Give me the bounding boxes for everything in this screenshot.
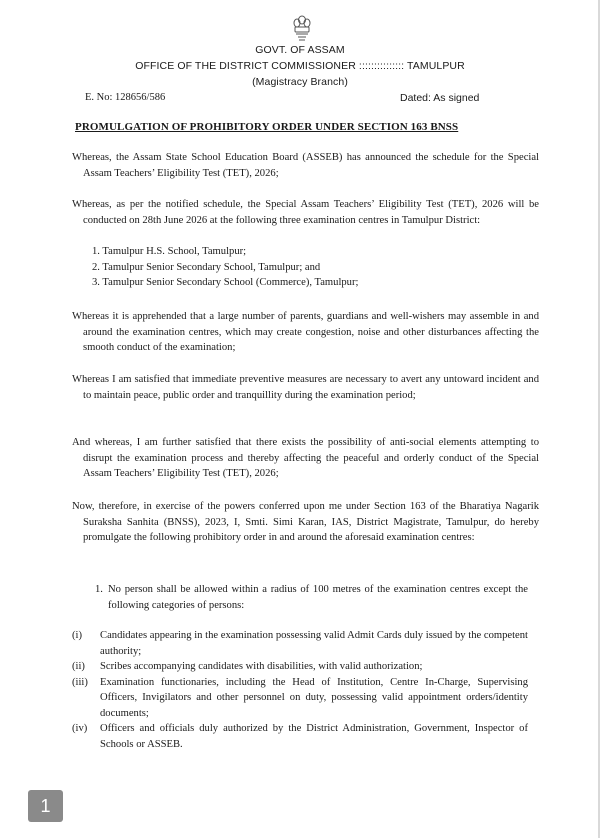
order-item-text: No person shall be allowed within a radius of 100 metres of the examination centres except the following categories of persons: <box>108 584 528 611</box>
list-item: 3. Tamulpur Senior Secondary School (Commerce), Tamulpur; <box>92 277 359 288</box>
order-item-number: 1. <box>95 584 103 595</box>
list-item: 1. Tamulpur H.S. School, Tamulpur; <box>92 246 247 257</box>
paragraph-2: Whereas, as per the notified schedule, the Special Assam Teachers’ Eligibility Test (TET), 2026 will be conducted on 28th June 2026 at the following three examination centres in Tamulpur District: <box>72 199 539 226</box>
list-item <box>72 628 528 659</box>
header-govt: GOVT. OF ASSAM <box>255 44 345 56</box>
paragraph-3: Whereas it is apprehended that a large number of parents, guardians and well-wishers may assemble in and around the examination centres, which may create congestion, noise and other disturbances affecting the smooth conduct of the examination; <box>72 311 539 353</box>
header-office: OFFICE OF THE DISTRICT COMMISSIONER ::::::::::::::: TAMULPUR <box>135 60 465 72</box>
exception-mark: (iv) <box>72 723 88 734</box>
paragraph-6: Now, therefore, in exercise of the powers conferred upon me under Section 163 of the Bharatiya Nagarik Suraksha Sanhita (BNSS), 2023, I, Smti. Simi Karan, IAS, District Magistrate, Tamulpur, do hereby promulgate the following prohibitory order in and around the aforesaid examination centres: <box>72 501 539 543</box>
header-branch: (Magistracy Branch) <box>252 76 348 88</box>
paragraph-4: Whereas I am satisfied that immediate preventive measures are necessary to avert any untoward incident and to maintain peace, public order and tranquillity during the examination period; <box>72 374 539 401</box>
emblem-of-india-icon <box>292 14 312 44</box>
list-item <box>72 721 528 752</box>
exception-text: Candidates appearing in the examination possessing valid Admit Cards duly issued by the competent authority; <box>100 630 528 657</box>
exception-text: Officers and officials duly authorized by the District Administration, Government, Inspector of Schools or ASSEB. <box>100 723 528 750</box>
centre-list <box>92 244 512 291</box>
page-number-badge: 1 <box>28 790 63 822</box>
dated-label: Dated: As signed <box>400 92 480 104</box>
exception-list <box>72 628 528 752</box>
paragraph-5: And whereas, I am further satisfied that there exists the possibility of anti-social elements attempting to disrupt the examination process and thereby affecting the peaceful and orderly conduct of the Special Assam Teachers’ Eligibility Test (TET), 2026; <box>72 437 539 479</box>
reference-number: E. No: 128656/586 <box>85 92 166 103</box>
order-title: PROMULGATION OF PROHIBITORY ORDER UNDER SECTION 163 BNSS <box>75 121 459 133</box>
list-item: 2. Tamulpur Senior Secondary School, Tamulpur; and <box>92 261 321 273</box>
exception-text: Scribes accompanying candidates with disabilities, with valid authorization; <box>100 661 423 672</box>
list-item <box>72 675 528 722</box>
paragraph-1: Whereas, the Assam State School Education Board (ASSEB) has announced the schedule for the Special Assam Teachers’ Eligibility Test (TET), 2026; <box>72 152 539 179</box>
exception-mark: (i) <box>72 630 82 641</box>
exception-mark: (iii) <box>72 676 88 688</box>
list-item <box>72 659 528 675</box>
exception-text: Examination functionaries, including the Head of Institution, Centre In-Charge, Supervising Officers, Invigilators and other personnel on duty, possessing valid appointment orders/identity documents; <box>100 676 528 719</box>
exception-mark: (ii) <box>72 661 85 672</box>
order-item-1 <box>95 582 528 613</box>
